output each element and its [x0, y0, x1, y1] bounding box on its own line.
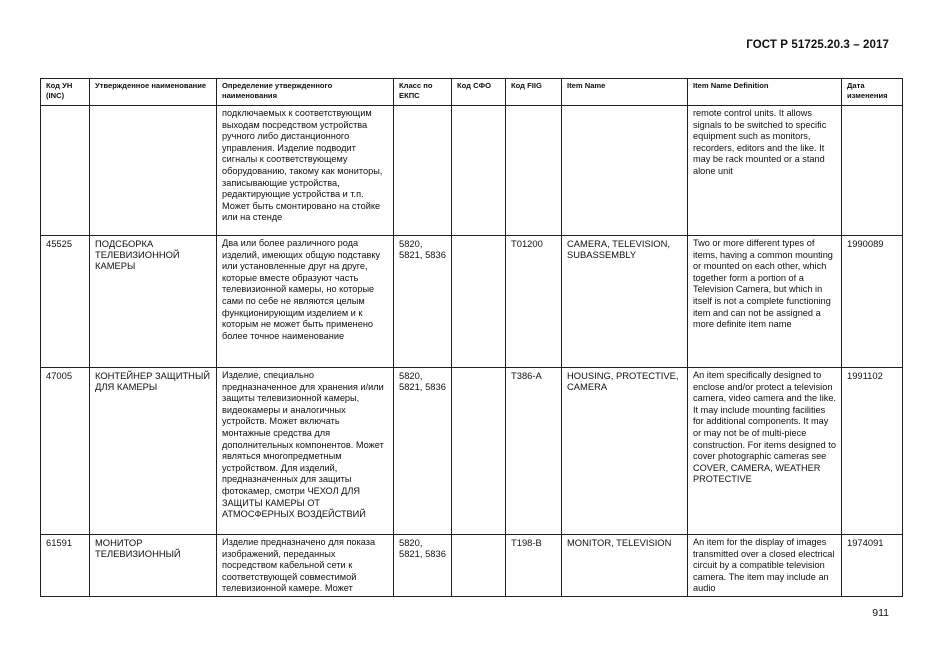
col-header-item-name-definition: Item Name Definition: [688, 79, 842, 106]
col-header-definition-ru: Определение утвержденного наименования: [217, 79, 394, 106]
cell-sfo: [452, 106, 506, 236]
cell-class: [394, 106, 452, 236]
col-header-class: Класс по ЕКПС: [394, 79, 452, 106]
page-number: 911: [872, 607, 889, 619]
document-standard-header: ГОСТ Р 51725.20.3 – 2017: [746, 39, 889, 51]
col-header-sfo: Код СФО: [452, 79, 506, 106]
cell-name-ru: ПОДСБОРКА ТЕЛЕВИЗИОННОЙ КАМЕРЫ: [90, 236, 217, 368]
cell-item-name-definition: An item specifically designed to enclose and/or protect a television camera, video camera and the like. It may include mounting facilities for additional components. It may or may not be of multi-piece construction. For items designed to cover photographic cameras see COVER, CAMERA, WEATHER PROTECTIVE: [688, 368, 842, 535]
cell-inc: [41, 106, 90, 236]
table-row: [41, 236, 903, 368]
cell-item-name: HOUSING, PROTECTIVE, CAMERA: [562, 368, 688, 535]
cell-date: 1991102: [842, 368, 903, 535]
cell-name-ru: МОНИТОР ТЕЛЕВИЗИОННЫЙ: [90, 535, 217, 597]
cell-date: 1974091: [842, 535, 903, 597]
cell-item-name: CAMERA, TELEVISION, SUBASSEMBLY: [562, 236, 688, 368]
col-header-inc: Код УН (INC): [41, 79, 90, 106]
cell-name-ru: [90, 106, 217, 236]
cell-fiig: T01200: [506, 236, 562, 368]
cell-definition-ru: Изделие, специально предназначенное для хранения и/или защиты телевизионной камеры, видеокамеры и аналогичных устройств. Может включать монтажные средства для дополнительных компонентов. Может являться многопредметным устройством. Для изделий, предназначенных для защиты фотокамер, смотри ЧЕХОЛ ДЛЯ ЗАЩИТЫ КАМЕРЫ ОТ АТМОСФЕРНЫХ ВОЗДЕЙСТВИЙ: [217, 368, 394, 535]
cell-inc: 61591: [41, 535, 90, 597]
cell-date: 1990089: [842, 236, 903, 368]
cell-fiig: T198-B: [506, 535, 562, 597]
cell-inc: 45525: [41, 236, 90, 368]
table-row: [41, 368, 903, 535]
cell-fiig: [506, 106, 562, 236]
table-row: [41, 106, 903, 236]
cell-date: [842, 106, 903, 236]
cell-definition-ru: Изделие предназначено для показа изображений, переданных посредством кабельной сети к соответствующей совместимой телевизионной камере. Может: [217, 535, 394, 597]
cell-item-name-definition: remote control units. It allows signals to be switched to specific equipment such as monitors, recorders, editors and the like. It may be rack mounted or a stand alone unit: [688, 106, 842, 236]
col-header-date: Дата изменения: [842, 79, 903, 106]
cell-item-name-definition: An item for the display of images transmitted over a closed electrical circuit by a compatible television camera. The item may include an audio: [688, 535, 842, 597]
col-header-name-ru: Утвержденное наименование: [90, 79, 217, 106]
cell-class: 5820, 5821, 5836: [394, 535, 452, 597]
col-header-fiig: Код FIIG: [506, 79, 562, 106]
nomenclature-table: [40, 78, 903, 597]
cell-fiig: T386-A: [506, 368, 562, 535]
cell-class: 5820, 5821, 5836: [394, 368, 452, 535]
cell-class: 5820, 5821, 5836: [394, 236, 452, 368]
cell-item-name: [562, 106, 688, 236]
cell-name-ru: КОНТЕЙНЕР ЗАЩИТНЫЙ ДЛЯ КАМЕРЫ: [90, 368, 217, 535]
cell-sfo: [452, 535, 506, 597]
cell-item-name-definition: Two or more different types of items, having a common mounting or mounted on each other, which together form a portion of a Television Camera, but which in itself is not a complete functioning item and can not be assigned a more definite item name: [688, 236, 842, 368]
cell-definition-ru: подключаемых к соответствующим выходам посредством устройства ручного либо дистанционного управления. Изделие подводит сигналы к соответствующему оборудованию, такому как мониторы, записывающие устройства, редактирующие устройства и т.п. Может быть смонтировано на стойке или на стенде: [217, 106, 394, 236]
cell-definition-ru: Два или более различного рода изделий, имеющих общую подставку или установленные друг на друге, которые вместе образуют часть телевизионной камеры, но которые сами по себе не являются целым функционирующим изделием и к которым не может быть применено более точное наименование: [217, 236, 394, 368]
cell-sfo: [452, 368, 506, 535]
cell-sfo: [452, 236, 506, 368]
col-header-item-name: Item Name: [562, 79, 688, 106]
table-header-row: [41, 79, 903, 106]
table-row: [41, 535, 903, 597]
cell-inc: 47005: [41, 368, 90, 535]
cell-item-name: MONITOR, TELEVISION: [562, 535, 688, 597]
